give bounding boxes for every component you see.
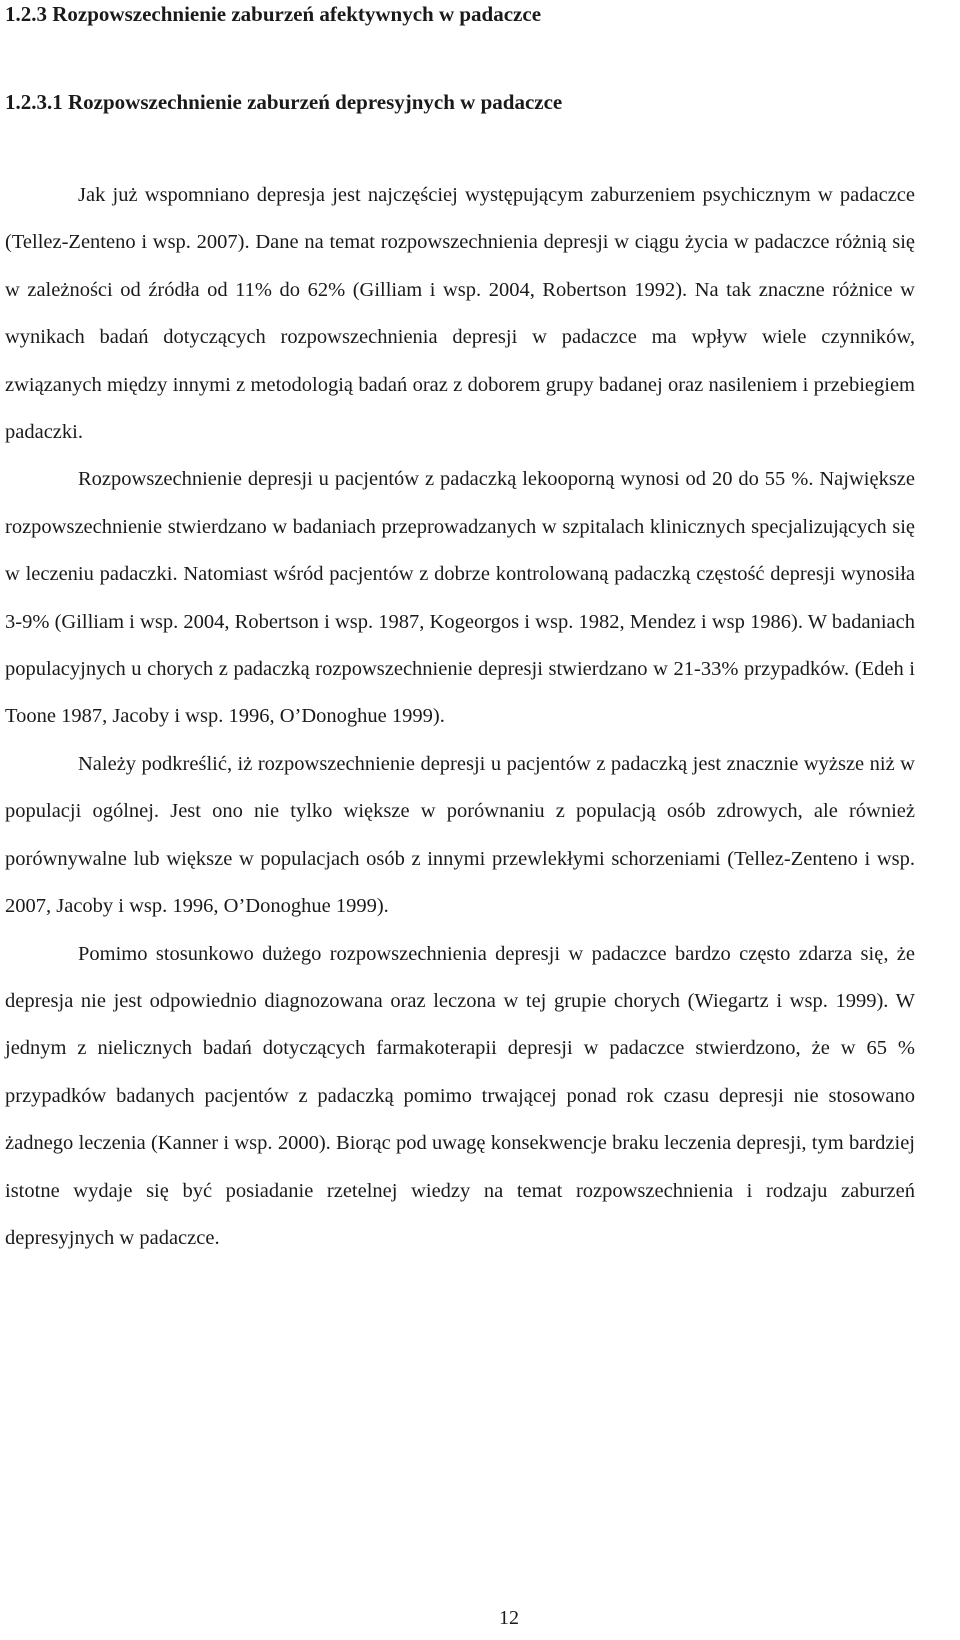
paragraph-2: Rozpowszechnienie depresji u pacjentów z padaczką lekooporną wynosi od 20 do 55 %. Największe rozpowszechnienie stwierdzano w badaniach przeprowadzanych w szpitalach klinicznych specjalizujących się w leczeniu padaczki. Natomiast wśród pacjentów z dobrze kontrolowaną padaczką częstość depresji wynosiła 3-9% (Gilliam i wsp. 2004, Robertson i wsp. 1987, Kogeorgos i wsp. 1982, Mendez i wsp 1986). W badaniach populacyjnych u chorych z padaczką rozpowszechnienie depresji stwierdzano w 21-33% przypadków. (Edeh i Toone 1987, Jacoby i wsp. 1996, O’Donoghue 1999). [5,468,915,728]
section-heading: 1.2.3 Rozpowszechnienie zaburzeń afektywnych w padaczce [5,2,542,26]
paragraph-4: Pomimo stosunkowo dużego rozpowszechnienia depresji w padaczce bardzo często zdarza się, że depresja nie jest odpowiednio diagnozowana oraz leczona w tej grupie chorych (Wiegartz i wsp. 1999). W jednym z nielicznych badań dotyczących farmakoterapii depresji w padaczce stwierdzono, że w 65 % przypadków badanych pacjentów z padaczką pomimo trwającej ponad rok czasu depresji nie stosowano żadnego leczenia (Kanner i wsp. 2000). Biorąc pod uwagę konsekwencje braku leczenia depresji, tym bardziej istotne wydaje się być posiadanie rzetelnej wiedzy na temat rozpowszechnienia i rodzaju zaburzeń depresyjnych w padaczce. [5,942,915,1249]
paragraph-1: Jak już wspomniano depresja jest najczęściej występującym zaburzeniem psychicznym w padaczce (Tellez-Zenteno i wsp. 2007). Dane na temat rozpowszechnienia depresji w ciągu życia w padaczce różnią się w zależności od źródła od 11% do 62% (Gilliam i wsp. 2004, Robertson 1992). Na tak znaczne różnice w wynikach badań dotyczących rozpowszechnienia depresji w padaczce ma wpływ wiele czynników, związanych między innymi z metodologią badań oraz z doborem grupy badanej oraz nasileniem i przebiegiem padaczki. [5,184,915,444]
page-number: 12 [499,1607,519,1629]
body-text [5,172,915,1262]
paragraph-3: Należy podkreślić, iż rozpowszechnienie depresji u pacjentów z padaczką jest znacznie wyższe niż w populacji ogólnej. Jest ono nie tylko większe w porównaniu z populacją osób zdrowych, ale również porównywalne lub większe w populacjach osób z innymi przewlekłymi schorzeniami (Tellez-Zenteno i wsp. 2007, Jacoby i wsp. 1996, O’Donoghue 1999). [5,752,915,918]
subsection-heading: 1.2.3.1 Rozpowszechnienie zaburzeń depresyjnych w padaczce [5,90,563,114]
